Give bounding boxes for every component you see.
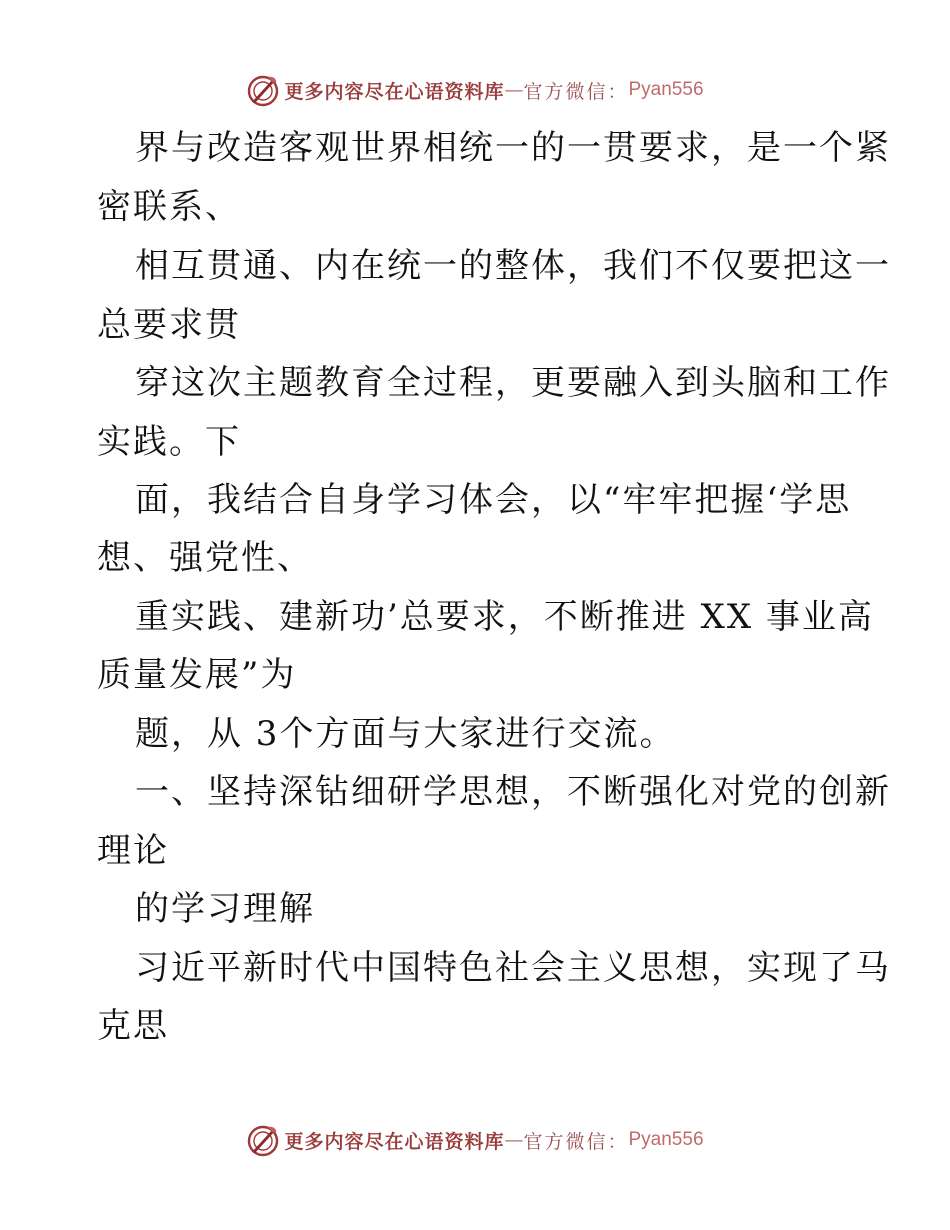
- body-line: 克思: [97, 1006, 169, 1046]
- banner-main-text: 更多内容尽在心语资料库: [284, 1130, 505, 1153]
- banner-main-text: 更多内容尽在心语资料库: [284, 80, 505, 103]
- body-line: 总要求贯: [97, 305, 241, 345]
- quill-logo-icon: [246, 1123, 280, 1157]
- body-line: 面，我结合自身学习体会，以“牢牢把握‘学思: [135, 480, 852, 520]
- body-line: 穿这次主题教育全过程，更要融入到头脑和工作: [135, 363, 891, 403]
- section-heading: 一、坚持深钻细研学思想，不断强化对党的创新: [135, 772, 891, 812]
- banner-dash: —: [504, 79, 524, 101]
- banner-official-label: 官方微信：: [523, 1130, 629, 1153]
- body-line: 密联系、: [97, 187, 241, 227]
- body-line: 相互贯通、内在统一的整体，我们不仅要把这一: [135, 246, 891, 286]
- body-line: 质量发展”为: [97, 655, 297, 695]
- body-line: 题，从 3个方面与大家进行交流。: [135, 714, 676, 754]
- section-heading-cont: 的学习理解: [135, 889, 315, 929]
- body-line: 实践。下: [97, 422, 241, 462]
- banner-official-label: 官方微信：: [523, 80, 629, 103]
- section-heading-cont: 理论: [97, 831, 169, 871]
- banner-dash: —: [504, 1129, 524, 1151]
- body-line: 界与改造客观世界相统一的一贯要求，是一个紧: [135, 128, 891, 168]
- banner-wechat-id: Pyan556: [628, 79, 704, 100]
- body-line: 想、强党性、: [97, 538, 313, 578]
- header-banner: [0, 70, 950, 110]
- body-line: 习近平新时代中国特色社会主义思想，实现了马: [135, 948, 891, 988]
- banner-wechat-id: Pyan556: [628, 1129, 704, 1150]
- footer-banner: [0, 1120, 950, 1160]
- quill-logo-icon: [246, 73, 280, 107]
- body-line: 重实践、建新功’总要求，不断推进 XX 事业高: [135, 597, 874, 637]
